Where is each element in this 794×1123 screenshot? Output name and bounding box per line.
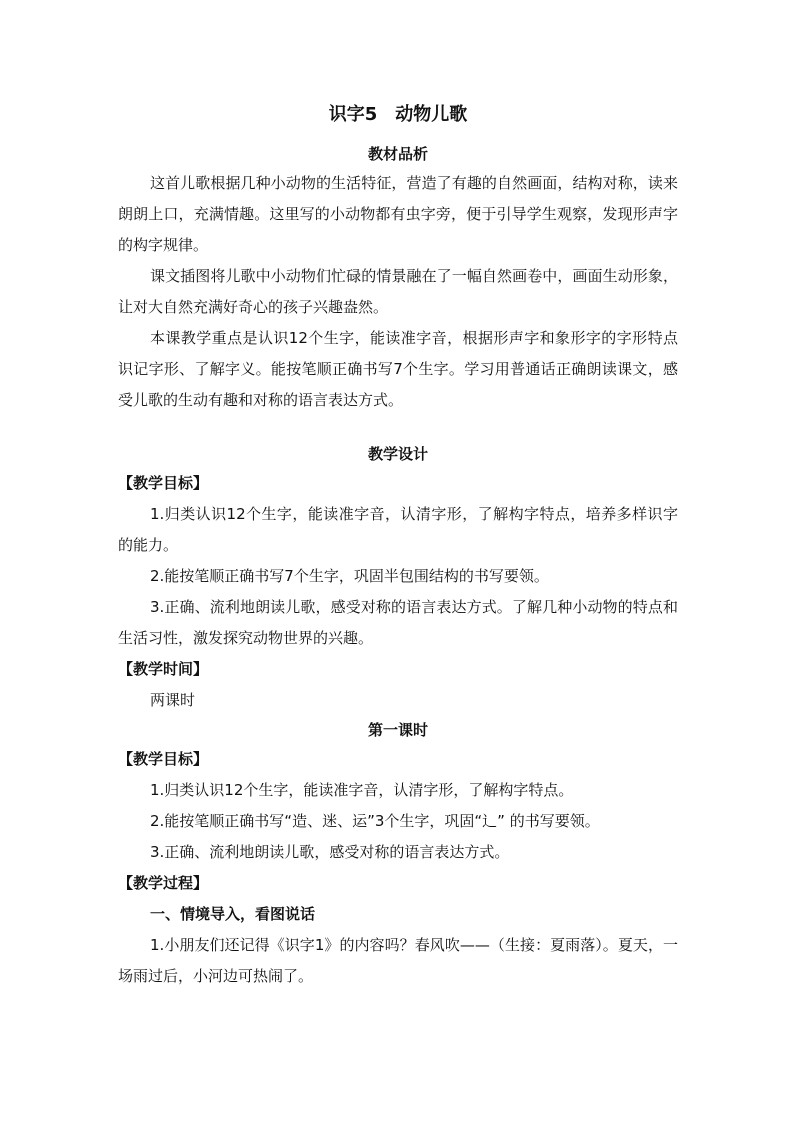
lesson-goals-label: 【教学目标】 <box>118 750 209 768</box>
analysis-paragraph-3: 本课教学重点是认识12个生字，能读准字音，根据形声字和象形字的字形特点识记字形、了解字义。能按笔顺正确书写7个生字。学习用普通话正确朗读课文，感受儿歌的生动有趣和对称的语言表达方式。 <box>118 329 678 409</box>
analysis-paragraph-2: 课文插图将儿歌中小动物们忙碌的情景融在了一幅自然画卷中，画面生动形象，让对大自然充满好奇心的孩子兴趣盎然。 <box>118 267 678 316</box>
analysis-paragraph-1: 这首儿歌根据几种小动物的生活特征，营造了有趣的自然画面，结构对称，读来朗朗上口，充满情趣。这里写的小动物都有虫字旁，便于引导学生观察，发现形声字的构字规律。 <box>118 174 678 254</box>
step-paragraph-1: 1.小朋友们还记得《识字1》的内容吗？春风吹——（生接：夏雨落）。夏天，一场雨过后，小河边可热闹了。 <box>118 936 678 985</box>
goal-item-2: 2.能按笔顺正确书写7个生字，巩固半包围结构的书写要领。 <box>150 567 549 585</box>
section-heading-analysis: 教材品析 <box>367 145 428 163</box>
lesson-goal-item-2: 2.能按笔顺正确书写“造、迷、运”3个生字，巩固“辶” 的书写要领。 <box>150 812 600 830</box>
section-heading-design: 教学设计 <box>367 445 428 463</box>
goal-item-1: 1.归类认识12个生字，能读准字音，认清字形，了解构字特点，培养多样识字的能力。 <box>118 505 678 554</box>
step-title-1: 一、情境导入，看图说话 <box>150 905 316 923</box>
lesson-heading-first: 第一课时 <box>367 721 428 739</box>
time-label: 【教学时间】 <box>118 660 209 678</box>
process-label: 【教学过程】 <box>118 874 209 892</box>
goal-item-3: 3.正确、流利地朗读儿歌，感受对称的语言表达方式。了解几种小动物的特点和生活习性，激发探究动物世界的兴趣。 <box>118 598 678 647</box>
section-spacer <box>118 416 678 440</box>
lesson-goal-item-1: 1.归类认识12个生字，能读准字音，认清字形，了解构字特点。 <box>150 781 574 799</box>
page-title: 识字5 动物儿歌 <box>328 104 468 125</box>
document-content <box>118 100 678 992</box>
goals-label: 【教学目标】 <box>118 474 209 492</box>
time-value: 两课时 <box>150 691 196 709</box>
lesson-goal-item-3: 3.正确、流利地朗读儿歌，感受对称的语言表达方式。 <box>150 843 510 861</box>
